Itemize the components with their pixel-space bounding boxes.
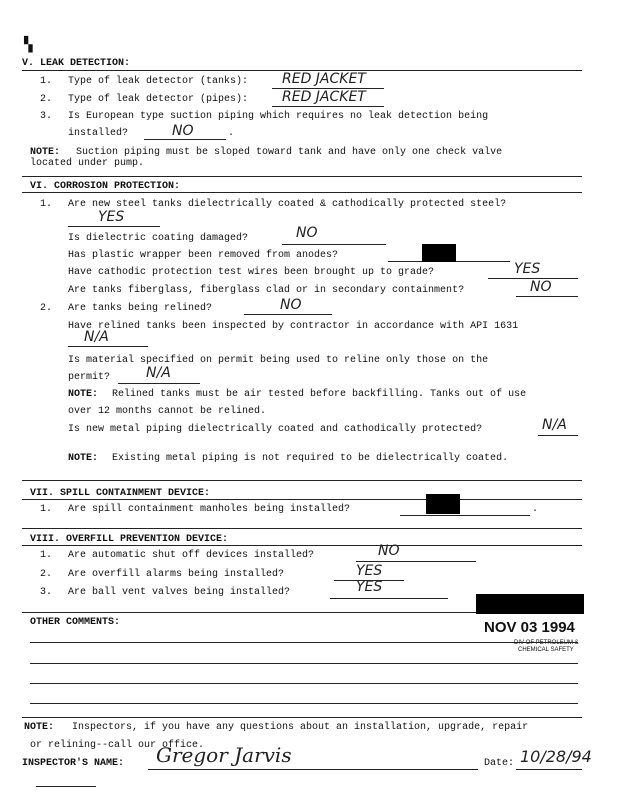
section-6-rule — [22, 192, 582, 193]
reline-material-question: Is material specified on permit being used to reline only those on the — [68, 355, 489, 366]
spill-manholes-answer-line[interactable] — [400, 515, 530, 516]
coating-damaged-answer: NO — [296, 225, 318, 241]
stamp-organization-cont: CHEMICAL SAFETY — [518, 647, 574, 653]
item-number: 1. — [40, 76, 53, 87]
ball-vent-answer: YES — [356, 579, 383, 595]
reline-material-answer: N/A — [146, 365, 171, 381]
inspector-name-label: INSPECTOR'S NAME: — [22, 758, 125, 769]
item-number: 1. — [40, 550, 53, 561]
comment-line[interactable] — [30, 683, 578, 684]
air-test-note-cont: over 12 months cannot be relined. — [68, 406, 267, 417]
inspection-date: 10/28/94 — [520, 747, 592, 766]
overfill-alarms-answer: YES — [356, 563, 383, 579]
note-label: NOTE: — [68, 453, 99, 464]
reline-material-question-cont: permit? — [68, 372, 111, 383]
period: . — [532, 504, 539, 515]
metal-piping-question: Is new metal piping dielectrically coated and cathodically protected? — [68, 424, 483, 435]
relined-answer: NO — [280, 297, 302, 313]
relined-answer-line[interactable] — [244, 314, 332, 315]
section-5-title: V. LEAK DETECTION: — [22, 58, 131, 69]
european-piping-answer-line[interactable] — [144, 139, 226, 140]
api-inspection-answer-line[interactable] — [68, 346, 148, 347]
comment-line[interactable] — [30, 663, 578, 664]
ball-vent-question: Are ball vent valves being installed? — [68, 587, 291, 598]
leak-pipes-answer: RED JACKET — [282, 89, 366, 105]
section-divider — [22, 717, 582, 718]
test-wires-answer: YES — [514, 261, 541, 277]
section-7-title: VII. SPILL CONTAINMENT DEVICE: — [30, 488, 211, 499]
section-divider — [22, 528, 582, 529]
coating-damaged-answer-line[interactable] — [282, 244, 386, 245]
redaction-box — [476, 594, 584, 614]
item-number: 2. — [40, 569, 53, 580]
note-label: NOTE: — [68, 389, 99, 400]
coating-damaged-question: Is dielectric coating damaged? — [68, 233, 249, 244]
section-8-title: VIII. OVERFILL PREVENTION DEVICE: — [30, 534, 229, 545]
ball-vent-answer-line[interactable] — [330, 598, 448, 599]
inspector-note-cont: or relining--call our office. — [30, 740, 205, 751]
received-date-stamp: NOV 03 1994 — [484, 619, 575, 636]
metal-piping-answer: N/A — [542, 417, 567, 433]
date-line[interactable] — [516, 769, 582, 770]
item-number: 1. — [40, 199, 53, 210]
inspector-signature: Gregor Jarvis — [156, 743, 292, 767]
stamp-organization: DIV OF PETROLEUM & — [514, 640, 579, 646]
metal-piping-answer-line[interactable] — [538, 435, 578, 436]
comment-line[interactable] — [30, 703, 578, 704]
air-test-note: Relined tanks must be air tested before backfilling. Tanks out of use — [112, 389, 527, 400]
auto-shutoff-answer: NO — [378, 543, 400, 559]
fiberglass-answer-line[interactable] — [516, 296, 578, 297]
redaction-box — [426, 494, 460, 514]
leak-pipes-question: Type of leak detector (pipes): — [68, 94, 249, 105]
leak-pipes-answer-line[interactable] — [272, 106, 384, 107]
other-comments-title: OTHER COMMENTS: — [30, 617, 121, 628]
european-piping-question-cont: installed? — [68, 128, 129, 139]
scan-mark: ▚ — [24, 38, 33, 54]
inspector-name-line[interactable] — [148, 769, 478, 770]
steel-tanks-answer-line[interactable] — [68, 226, 160, 227]
section-7-rule — [22, 499, 582, 500]
european-piping-answer: NO — [172, 123, 194, 139]
plastic-wrapper-question: Has plastic wrapper been removed from anodes? — [68, 250, 339, 261]
steel-tanks-question: Are new steel tanks dielectrically coated & cathodically protected steel? — [68, 199, 507, 210]
reline-material-answer-line[interactable] — [118, 383, 200, 384]
leak-tanks-answer: RED JACKET — [282, 71, 366, 87]
overfill-alarms-question: Are overfill alarms being installed? — [68, 569, 285, 580]
note-label: NOTE: — [30, 147, 61, 158]
european-piping-question: Is European type suction piping which requires no leak detection being — [68, 111, 489, 122]
item-number: 2. — [40, 94, 53, 105]
section-divider — [22, 176, 582, 177]
period: . — [228, 128, 235, 139]
item-number: 1. — [40, 504, 53, 515]
suction-note-cont: located under pump. — [30, 158, 145, 169]
redaction-box — [422, 244, 456, 262]
existing-piping-note: Existing metal piping is not required to be dielectrically coated. — [112, 453, 509, 464]
note-label: NOTE: — [24, 722, 55, 733]
suction-note: Suction piping must be sloped toward tank and have only one check valve — [76, 147, 503, 158]
item-number: 3. — [40, 111, 53, 122]
bottom-mark — [36, 786, 96, 787]
section-8-rule — [22, 545, 582, 546]
spill-manholes-question: Are spill containment manholes being installed? — [68, 504, 351, 515]
fiberglass-answer: NO — [530, 279, 552, 295]
auto-shutoff-answer-line[interactable] — [356, 561, 476, 562]
leak-tanks-question: Type of leak detector (tanks): — [68, 76, 249, 87]
section-divider — [22, 480, 582, 481]
fiberglass-question: Are tanks fiberglass, fiberglass clad or in secondary containment? — [68, 285, 465, 296]
comment-line[interactable] — [30, 642, 578, 643]
test-wires-question: Have cathodic protection test wires been brought up to grade? — [68, 267, 435, 278]
section-6-title: VI. CORROSION PROTECTION: — [30, 181, 181, 192]
auto-shutoff-question: Are automatic shut off devices installed? — [68, 550, 315, 561]
api-inspection-answer: N/A — [84, 329, 109, 345]
item-number: 3. — [40, 587, 53, 598]
steel-tanks-answer: YES — [98, 209, 125, 225]
api-inspection-question: Have relined tanks been inspected by contractor in accordance with API 1631 — [68, 321, 519, 332]
relined-question: Are tanks being relined? — [68, 303, 213, 314]
inspector-note: Inspectors, if you have any questions about an installation, upgrade, repair — [72, 722, 529, 733]
item-number: 2. — [40, 303, 53, 314]
date-label: Date: — [484, 758, 515, 769]
